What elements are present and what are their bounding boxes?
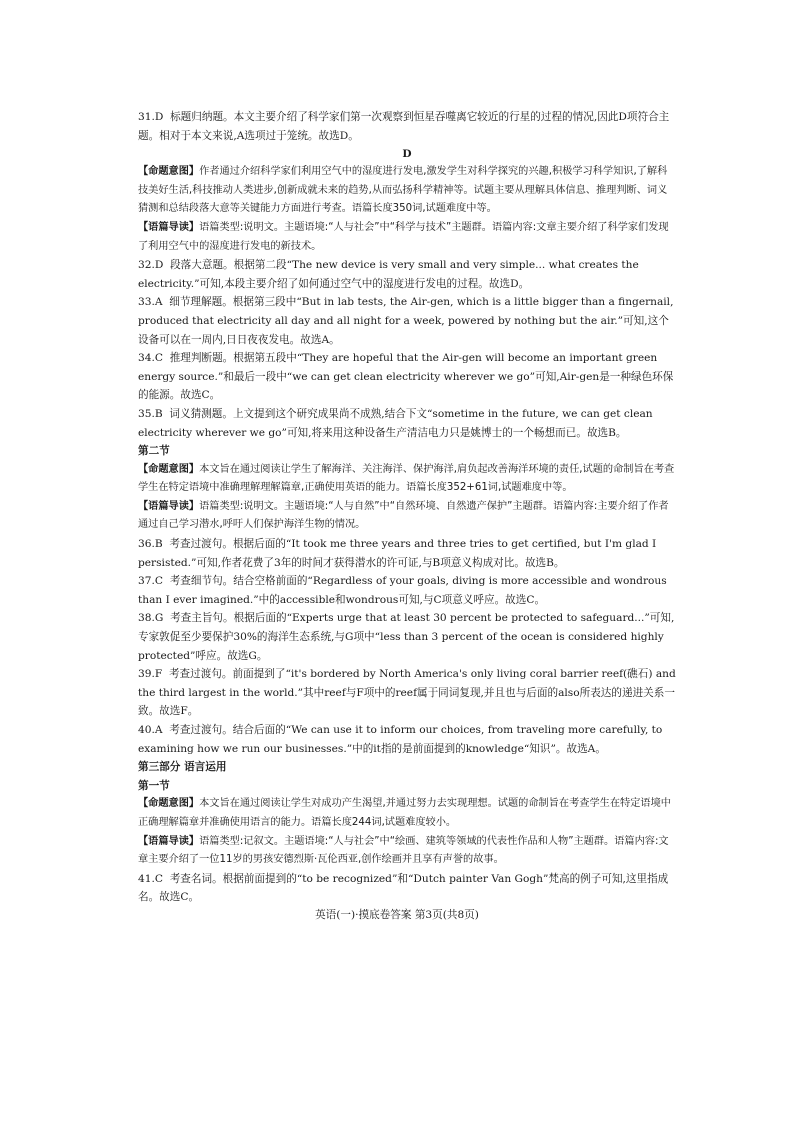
d-guide [138,219,676,256]
part-heading-3: 第三部分 语言运用 [138,761,227,774]
answer-34 [138,349,676,405]
answer-explanation: 考查名词。根据前面提到的“to be recognized”和“Dutch painter Van Gogh”梵高的例子可知,这里指成名。故选C。 [138,872,669,904]
guide-text: 语篇类型:说明文。主题语境:“人与社会”中“科学与技术”主题群。语篇内容:文章主要介绍了科学家们发现了利用空气中的湿度进行发电的新技术。 [138,221,669,252]
intent-tag: 【命题意图】 [138,798,200,810]
answer-38 [138,609,676,665]
answer-number: 38.G [138,612,164,625]
answer-41 [138,870,676,907]
s2-guide [138,498,676,535]
answer-explanation: 考查主旨句。根据后面的“Experts urge that at least 30 percent be protected to safeguard...”可知,专家敦促至少要保护30%的海洋生态系统,与G项中“less than 3 percent of the ocean is considered highly protected”呼应。故选G。 [138,612,675,662]
answer-40 [138,721,676,758]
page-footer: 英语(一)·摸底卷答案 第3页(共8页) [315,909,479,921]
guide-text: 语篇类型:说明文。主题语境:“人与自然”中“自然环境、自然遗产保护”主题群。语篇内容:主要介绍了作者通过自己学习潜水,呼吁人们保护海洋生物的情况。 [138,500,669,531]
answer-number: 34.C [138,352,163,365]
answer-39 [138,665,676,721]
answer-number: 32.D [138,259,164,272]
intent-tag: 【命题意图】 [138,166,200,178]
guide-text: 语篇类型:记叙文。主题语境:“人与社会”中“绘画、建筑等领域的代表性作品和人物”主题群。语篇内容:文章主要介绍了一位11岁的男孩安德烈斯·瓦伦西亚,创作绘画并且享有声誉的故事。 [138,835,669,866]
guide-tag: 【语篇导读】 [138,500,200,512]
intent-text: 作者通过介绍科学家们利用空气中的湿度进行发电,激发学生对科学探究的兴趣,积极学习科学知识,了解科技美好生活,科技推动人类进步,创新成就未来的趋势,从而弘扬科学精神等。试题主要从理解具体信息、推理判断、词义猜测和总结段落大意等关键能力方面进行考查。语篇长度350词,试题难度中等。 [138,166,668,215]
answer-number: 37.C [138,575,163,588]
answer-explanation: 考查过渡句。结合后面的“We can use it to inform our choices, from traveling more carefully, to examining how we run our businesses.”中的it指的是前面提到的knowledge“知识”。故选A。 [138,724,663,755]
section-heading-d: D [402,148,412,161]
answer-number: 36.B [138,538,163,551]
answer-32 [138,256,676,293]
intent-text: 本文旨在通过阅读让学生了解海洋、关注海洋、保护海洋,肩负起改善海洋环境的责任,试题的命制旨在考查学生在特定语境中准确理解理解篇章,正确使用英语的能力。语篇长度352+61词,试题难度中等。 [138,463,675,494]
answer-explanation: 细节理解题。根据第三段中“But in lab tests, the Air-gen, which is a little bigger than a fingernail, produced that electricity all day and all night for a week, powered by nothing but the air.”可知,这个设备可以在一周内,日日夜夜发电。故选A。 [138,296,674,346]
answer-35 [138,405,676,442]
answer-explanation: 考查过渡句。根据后面的“It took me three years and three tries to get certified, but I'm glad I persisted.”可知,作者花费了3年的时间才获得潜水的许可证,与B项意义构成对比。故选B。 [138,538,657,569]
guide-tag: 【语篇导读】 [138,221,200,233]
guide-tag: 【语篇导读】 [138,835,200,847]
answer-31 [138,108,676,145]
answer-33 [138,293,676,349]
answer-number: 41.C [138,872,163,885]
s2-intent [138,461,676,498]
s1-intent [138,795,676,832]
answer-number: 33.A [138,296,163,309]
answer-number: 39.F [138,668,163,681]
intent-tag: 【命题意图】 [138,463,200,475]
answer-36 [138,535,676,572]
answer-explanation: 考查细节句。结合空格前面的“Regardless of your goals, diving is more accessible and wondrous than I ever imagined.”中的accessible和wondrous可知,与C项意义呼应。故选C。 [138,575,667,606]
section-heading-1: 第一节 [138,779,170,792]
answer-37 [138,572,676,609]
answer-number: 40.A [138,724,163,736]
answer-explanation: 推理判断题。根据第五段中“They are hopeful that the Air-gen will become an important green energy source.”和最后一段中“we can get clean electricity wherever we go”可知,Air-gen是一种绿色环保的能源。故选C。 [138,352,674,402]
answer-explanation: 词义猜测题。上文提到这个研究成果尚不成熟,结合下文“sometime in the future, we can get clean electricity wherever we go”可知,将来用这种设备生产清洁电力只是姚博士的一个畅想而已。故选B。 [138,407,653,439]
answer-explanation: 考查过渡句。前面提到了“it's bordered by North America's only living coral barrier reef(礁石) and the third largest in the world.”其中reef与F项中的reef属于同词复现,并且也与后面的also所表达的递进关系一致。故选F。 [138,668,676,718]
d-intent [138,163,676,219]
answer-explanation: 段落大意题。根据第二段“The new device is very small and very simple... what creates the electricity.”可知,本段主要介绍了如何通过空气中的湿度进行发电的过程。故选D。 [138,259,639,290]
answer-number: 31.D [138,111,164,123]
answer-explanation: 标题归纳题。本文主要介绍了科学家们第一次观察到恒星吞噬离它较近的行星的过程的情况,因此D项符合主题。相对于本文来说,A选项过于笼统。故选D。 [138,111,670,142]
answer-number: 35.B [138,407,163,420]
section-heading-2: 第二节 [138,445,170,458]
s1-guide [138,833,676,870]
intent-text: 本文旨在通过阅读让学生对成功产生渴望,并通过努力去实现理想。试题的命制旨在考查学生在特定语境中正确理解篇章并准确使用语言的能力。语篇长度244词,试题难度较小。 [138,798,671,828]
